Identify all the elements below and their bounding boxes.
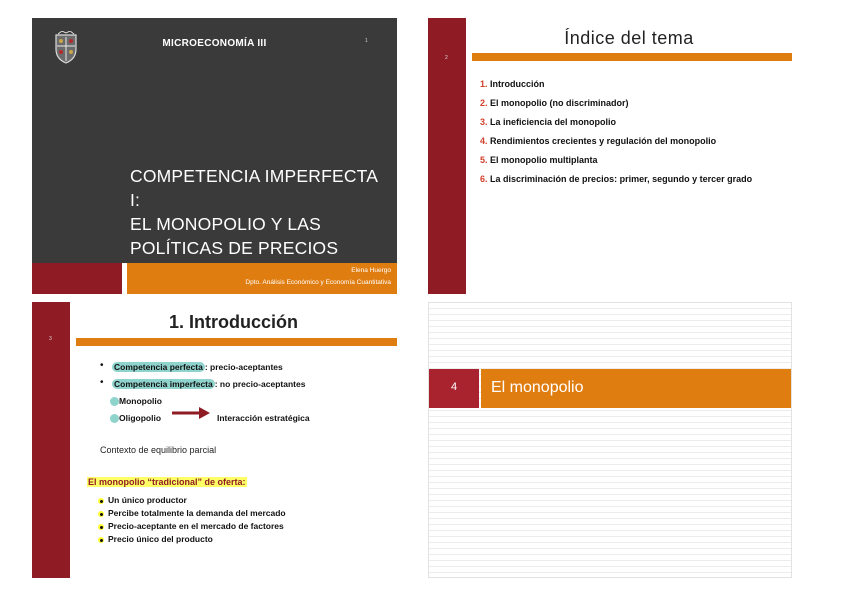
presentation-title [130,164,392,260]
slide-3-introduction[interactable] [32,302,397,578]
yellow-bullet-icon [98,524,104,530]
index-list [480,78,785,192]
sub-item-oligopoly: Oligopolio [119,413,162,423]
list-item [480,173,785,185]
list-item: Percibe totalmente la demanda del mercado [108,508,286,518]
item-number: 1. [480,79,488,89]
slide-title: 1. Introducción [168,312,298,332]
slide-1-title[interactable] [32,18,397,294]
bullet-icon: • [100,360,104,371]
item-text: El monopolio (no discriminador) [490,98,629,108]
sub-bullet-circle [110,397,119,406]
bullet-imperfect-competition [112,379,305,389]
list-item: Un único productor [108,495,187,505]
side-red-bar [32,302,70,578]
item-text: La discriminación de precios: primer, segundo y tercer grado [490,174,753,184]
highlighted-term: Competencia imperfecta [114,379,213,389]
title-underline-bar [472,53,792,61]
bullet-perfect-competition [112,362,283,372]
sub-item-monopoly: Monopolio [119,396,162,406]
list-item [480,135,785,147]
bullet-icon: • [100,377,104,388]
partial-equilibrium-text: Contexto de equilibrio parcial [100,445,217,455]
section-number: 4 [450,381,458,393]
yellow-bullet-icon [98,511,104,517]
section-title: El monopolio [491,379,584,396]
item-text: Introducción [490,79,545,89]
sub-bullet-circle [110,414,119,423]
highlighted-term: Competencia perfecta [114,362,203,372]
item-number: 4. [480,136,488,146]
page-number: 3 [49,336,52,342]
item-number: 5. [480,155,488,165]
item-text: La ineficiencia del monopolio [490,117,617,127]
bullet-text: : no precio-aceptantes [214,379,306,389]
item-number: 3. [480,117,488,127]
title-underline-bar [76,338,397,346]
traditional-monopoly-heading: El monopolio “tradicional” de oferta: [88,477,246,487]
slide-title: Índice del tema [564,28,694,48]
arrow-right-icon [172,407,210,419]
page-number: 2 [445,55,448,61]
title-line: EL MONOPOLIO Y LAS [130,214,321,234]
page-number: 1 [365,38,368,44]
list-item: Precio único del producto [108,534,213,544]
footer-red-block [32,263,122,294]
item-text: Rendimientos crecientes y regulación del monopolio [490,136,717,146]
list-item: Precio-aceptante en el mercado de factores [108,521,284,531]
item-number: 2. [480,98,488,108]
title-line: COMPETENCIA IMPERFECTA I: [130,166,378,210]
author-name: Elena Huergo [351,267,391,274]
list-item [480,154,785,166]
list-item [480,116,785,128]
title-line: POLÍTICAS DE PRECIOS [130,238,339,258]
yellow-bullet-icon [98,498,104,504]
bullet-text: : precio-aceptantes [204,362,283,372]
slide-2-index[interactable] [428,18,792,294]
slide-4-section-header[interactable] [428,302,792,578]
item-number: 6. [480,174,488,184]
list-item [480,97,785,109]
yellow-bullet-icon [98,537,104,543]
strategic-interaction-label: Interacción estratégica [217,413,310,423]
department-name: Dpto. Análisis Económico y Economía Cuantitativa [245,279,391,286]
list-item [480,78,785,90]
item-text: El monopolio multiplanta [490,155,598,165]
course-name: MICROECONOMÍA III [162,38,267,49]
